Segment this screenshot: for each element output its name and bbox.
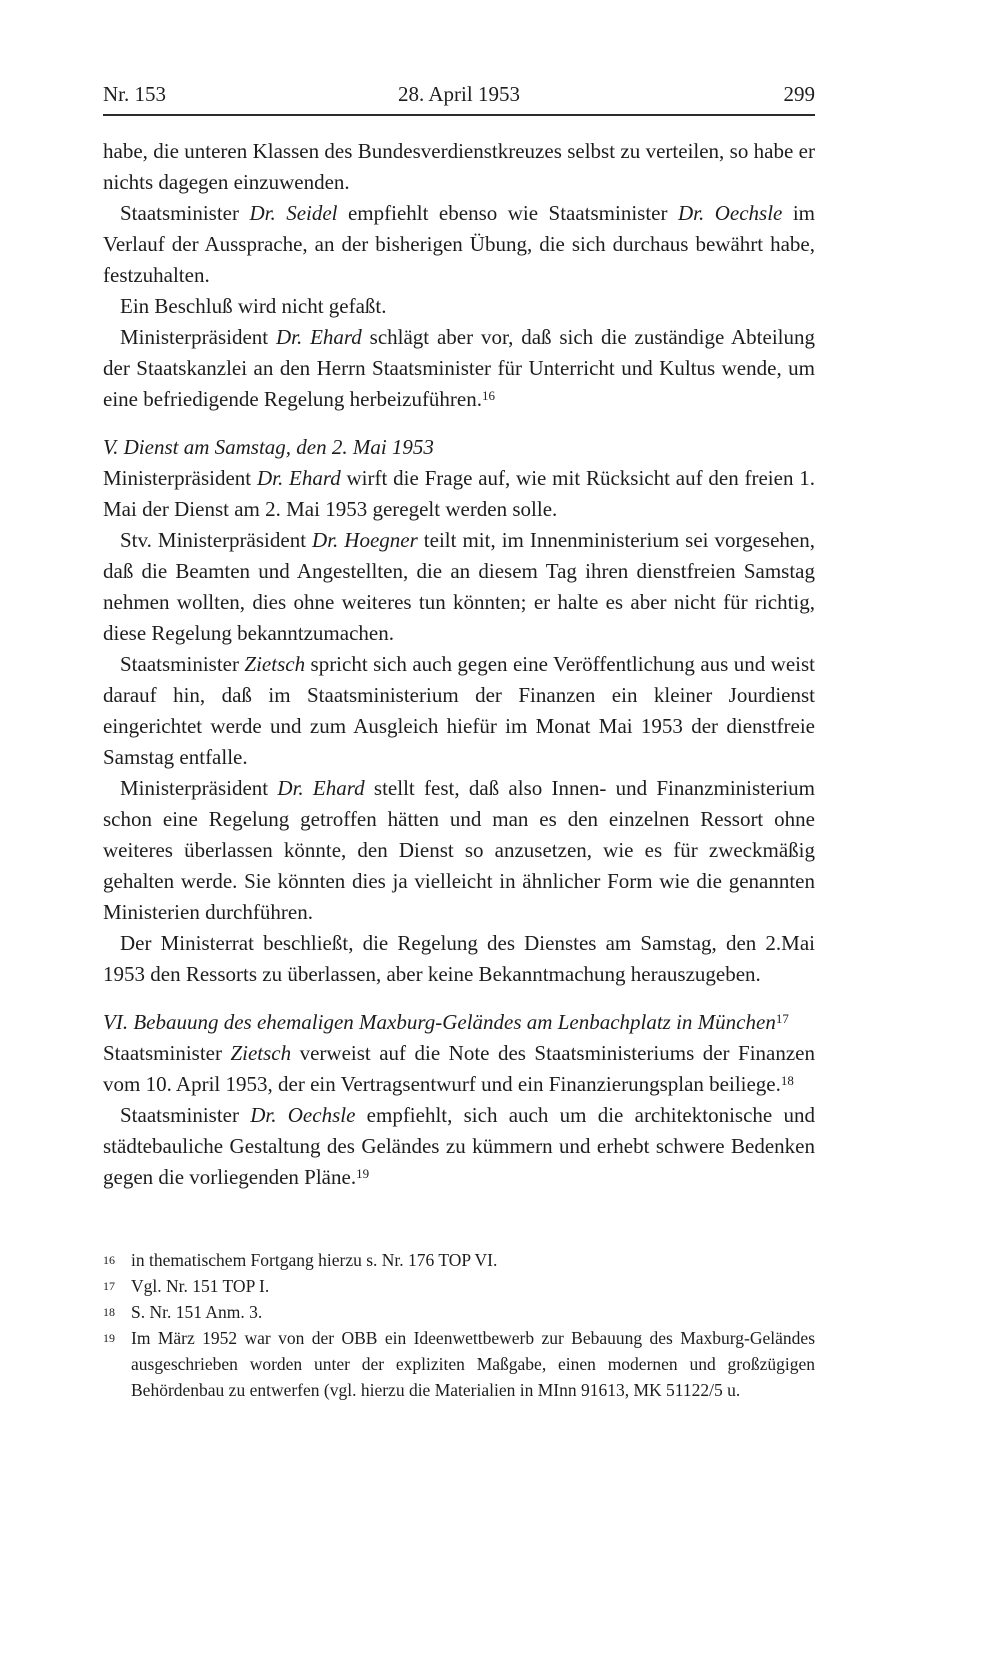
- speaker-name: Dr. Oechsle: [677, 201, 783, 225]
- text-segment: Staatsminister: [120, 652, 245, 676]
- document-number: Nr. 153: [103, 82, 166, 106]
- footnote-marker: 18: [103, 1305, 115, 1319]
- text-segment: im Verlauf der Aussprache, an der bisherigen Übung, die sich durchaus bewährt habe, festzuhalten.: [103, 201, 816, 287]
- page-header: [103, 82, 815, 116]
- paragraph: [103, 525, 815, 649]
- paragraph: [103, 291, 815, 322]
- paragraph: [103, 928, 815, 990]
- page-body: [103, 136, 815, 1193]
- text-segment: Staatsminister: [120, 1103, 251, 1127]
- footnote-ref: 19: [356, 1166, 370, 1181]
- speaker-name: VI. Bebauung des ehemaligen Maxburg-Geländes am Lenbachplatz in München: [103, 1010, 776, 1034]
- footnote-text: Im März 1952 war von der OBB ein Ideenwettbewerb zur Bebauung des Maxburg-Geländes ausgeschrieben worden unter der expliziten Maßgabe, einen modernen und großzügigen Behördenbau zu entwerfen (vgl. hierzu die Materialien in MInn 91613, MK 51122/5 u.: [131, 1328, 815, 1400]
- footnotes: [103, 1247, 815, 1403]
- paragraph: [103, 1100, 815, 1193]
- footnote-ref: 18: [780, 1073, 794, 1088]
- paragraph: [103, 773, 815, 928]
- paragraph: [103, 463, 815, 525]
- text-segment: stellt fest, daß also Innen- und Finanzministerium schon eine Regelung getroffen hätten und man es den einzelnen Ressort ohne weiteres überlassen könnte, den Dienst so anzusetzen, wie es für zweckmäßig gehalten werde. Sie könnten dies ja vielleicht in ähnlicher Form wie die genannten Ministerien durchführen.: [103, 776, 815, 924]
- text-segment: Ein Beschluß wird nicht gefaßt.: [120, 294, 387, 318]
- text-segment: empfiehlt ebenso wie Staatsminister: [337, 201, 678, 225]
- text-segment: schlägt aber vor, daß sich die zuständige Abteilung der Staatskanzlei an den Herrn Staatsminister für Unterricht und Kultus wende, um eine befriedigende Regelung herbeizuführen.: [103, 325, 815, 411]
- text-segment: Ministerpräsident: [120, 776, 278, 800]
- speaker-name: V. Dienst am Samstag, den 2. Mai 1953: [103, 435, 434, 459]
- footnote: [103, 1247, 815, 1273]
- speaker-name: Dr. Ehard: [275, 325, 362, 349]
- text-segment: habe, die unteren Klassen des Bundesverdienstkreuzes selbst zu verteilen, so habe er nichts dagegen einzuwenden.: [103, 139, 815, 194]
- paragraph: [103, 649, 815, 773]
- session-date: 28. April 1953: [398, 82, 520, 106]
- section-heading: [103, 1007, 815, 1038]
- text-segment: wirft die Frage auf, wie mit Rücksicht auf den freien 1. Mai der Dienst am 2. Mai 1953 geregelt werden solle.: [103, 466, 815, 521]
- text-segment: empfiehlt, sich auch um die architektonische und städtebauliche Gestaltung des Geländes zu kümmern und erhebt schwere Bedenken gegen die vorliegenden Pläne.: [103, 1103, 815, 1189]
- footnote-ref: 17: [775, 1011, 789, 1026]
- speaker-name: Dr. Ehard: [256, 466, 341, 490]
- speaker-name: Dr. Oechsle: [250, 1103, 356, 1127]
- paragraph: [103, 198, 815, 291]
- text-segment: Ministerpräsident: [103, 466, 257, 490]
- speaker-name: Zietsch: [230, 1041, 292, 1065]
- paragraph: [103, 322, 815, 415]
- footnote-text: Vgl. Nr. 151 TOP I.: [131, 1276, 270, 1296]
- speaker-name: Zietsch: [244, 652, 306, 676]
- footnote: [103, 1273, 815, 1299]
- text-block: [103, 82, 815, 1403]
- footnote-marker: 16: [103, 1253, 115, 1267]
- footnote-ref: 16: [482, 388, 495, 403]
- text-segment: spricht sich auch gegen eine Veröffentlichung aus und weist darauf hin, daß im Staatsministerium der Finanzen ein kleiner Jourdienst eingerichtet werde und zum Ausgleich hiefür im Monat Mai 1953 der dienstfreie Samstag entfalle.: [103, 652, 815, 769]
- speaker-name: Dr. Hoegner: [312, 528, 418, 552]
- text-segment: Ministerpräsident: [120, 325, 276, 349]
- text-segment: Stv. Ministerpräsident: [120, 528, 313, 552]
- section-heading: [103, 432, 815, 463]
- speaker-name: Dr. Ehard: [277, 776, 365, 800]
- paragraph: [103, 136, 815, 198]
- footnote-marker: 17: [103, 1279, 115, 1293]
- text-segment: verweist auf die Note des Staatsministeriums der Finanzen vom 10. April 1953, der ein Vertragsentwurf und ein Finanzierungsplan beiliege.: [103, 1041, 815, 1096]
- speaker-name: Dr. Seidel: [249, 201, 338, 225]
- text-segment: Staatsminister: [120, 201, 250, 225]
- footnote-text: in thematischem Fortgang hierzu s. Nr. 176 TOP VI.: [131, 1250, 498, 1270]
- footnote-marker: 19: [103, 1331, 115, 1345]
- paragraph: [103, 1038, 815, 1100]
- page-number: 299: [783, 82, 815, 106]
- footnote-text: S. Nr. 151 Anm. 3.: [131, 1302, 263, 1322]
- text-segment: Der Ministerrat beschließt, die Regelung des Dienstes am Samstag, den 2.Mai 1953 den Ressorts zu überlassen, aber keine Bekanntmachung herauszugeben.: [103, 931, 815, 986]
- footnote: [103, 1299, 815, 1325]
- text-segment: Staatsminister: [103, 1041, 231, 1065]
- text-segment: teilt mit, im Innenministerium sei vorgesehen, daß die Beamten und Angestellten, die an diesem Tag ihren dienstfreien Samstag nehmen wollten, dies ohne weiteres tun könnten; er halte es aber nicht für richtig, diese Regelung bekanntzumachen.: [103, 528, 816, 645]
- footnote: [103, 1325, 815, 1403]
